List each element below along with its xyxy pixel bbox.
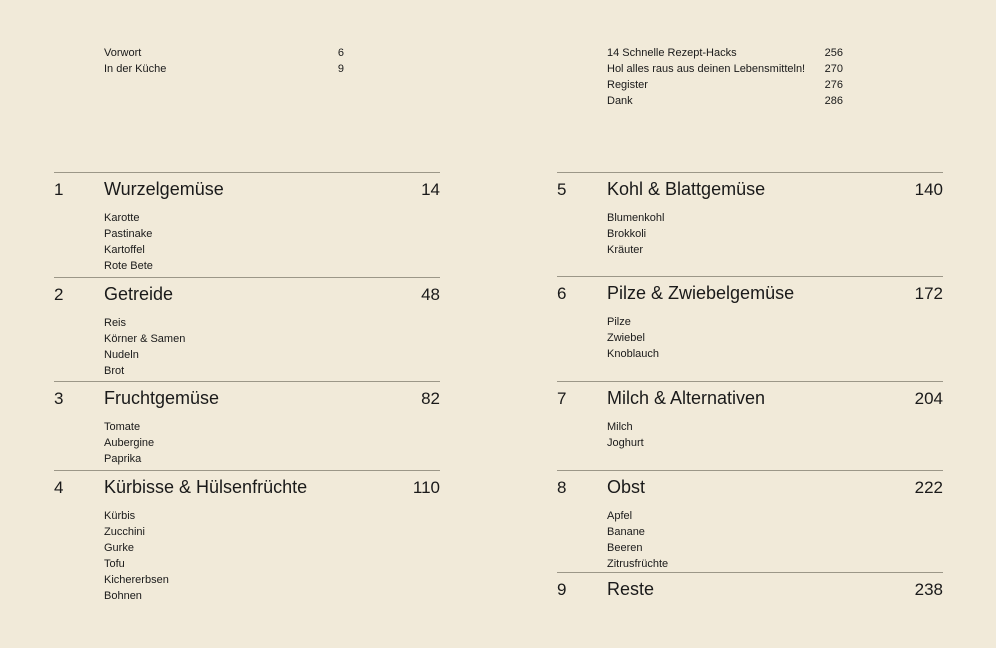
chapter-items: [104, 315, 440, 379]
chapter-item: Tomate: [104, 421, 141, 433]
chapter-item: Kräuter: [607, 244, 644, 256]
front-matter-entry: [104, 61, 344, 77]
chapter-number: 3: [54, 389, 64, 408]
chapter-item: Blumenkohl: [607, 212, 665, 224]
chapter-item: Milch: [607, 421, 633, 433]
chapter-page: 14: [421, 180, 440, 199]
back-matter-entry: [607, 61, 843, 77]
chapter-items: [607, 210, 943, 258]
back-matter-title: Hol alles raus aus deinen Lebensmitteln!: [607, 63, 806, 75]
chapter-page: 172: [914, 284, 943, 303]
chapter-item: Kürbis: [104, 510, 136, 522]
chapter-6: [557, 276, 943, 362]
chapter-3: [54, 381, 440, 467]
chapter-title: Fruchtgemüse: [104, 388, 220, 408]
front-matter-entry: [104, 45, 344, 61]
chapter-5: [557, 172, 943, 258]
chapter-number: 2: [54, 285, 64, 304]
chapter-item: Zucchini: [104, 526, 145, 538]
chapter-item: Knoblauch: [607, 348, 659, 360]
back-matter-page: 276: [824, 79, 843, 91]
front-matter-page: 6: [337, 47, 344, 59]
chapter-items: [104, 210, 440, 274]
back-matter-entry: [607, 93, 843, 109]
chapter-item: Rote Bete: [104, 260, 153, 272]
back-matter-page: 286: [824, 95, 843, 107]
chapter-items: [607, 508, 943, 572]
chapter-number: 8: [557, 478, 567, 497]
back-matter-entry: [607, 45, 843, 61]
chapter-title: Getreide: [104, 284, 174, 304]
chapter-item: Kichererbsen: [104, 574, 169, 586]
front-matter-title: Vorwort: [104, 47, 142, 59]
chapter-item: Beeren: [607, 542, 643, 554]
front-matter-page: 9: [337, 63, 344, 75]
chapter-number: 4: [54, 478, 64, 497]
back-matter-list: [607, 45, 843, 109]
chapter-item: Tofu: [104, 558, 125, 570]
front-matter-title: In der Küche: [104, 63, 167, 75]
chapter-page: 140: [914, 180, 943, 199]
chapter-item: Aubergine: [104, 437, 155, 449]
chapter-item: Karotte: [104, 212, 140, 224]
chapter-page: 204: [914, 389, 943, 408]
chapter-item: Paprika: [104, 453, 142, 465]
chapter-number: 1: [54, 180, 64, 199]
back-matter-title: Register: [607, 79, 648, 91]
chapter-1: [54, 172, 440, 274]
chapter-page: 238: [914, 580, 943, 599]
chapter-title: Kohl & Blattgemüse: [607, 179, 766, 199]
chapter-item: Brot: [104, 365, 125, 377]
chapter-number: 6: [557, 284, 567, 303]
chapter-item: Brokkoli: [607, 228, 647, 240]
chapter-8: [557, 470, 943, 572]
chapter-item: Zwiebel: [607, 332, 645, 344]
chapter-page: 48: [421, 285, 440, 304]
chapter-title: Reste: [607, 579, 655, 599]
chapter-item: Reis: [104, 317, 127, 329]
chapter-item: Banane: [607, 526, 645, 538]
chapter-item: Zitrusfrüchte: [607, 558, 669, 570]
chapter-item: Pastinake: [104, 228, 153, 240]
chapter-item: Nudeln: [104, 349, 139, 361]
chapter-item: Gurke: [104, 542, 134, 554]
chapter-title: Wurzelgemüse: [104, 179, 224, 199]
chapter-items: [104, 508, 440, 604]
chapter-item: Körner & Samen: [104, 333, 186, 345]
chapter-page: 222: [914, 478, 943, 497]
chapter-item: Kartoffel: [104, 244, 145, 256]
chapter-page: 110: [412, 478, 440, 497]
chapter-page: 82: [421, 389, 440, 408]
chapter-number: 9: [557, 580, 567, 599]
chapter-items: [607, 314, 943, 362]
back-matter-page: 256: [824, 47, 843, 59]
chapter-item: Joghurt: [607, 437, 644, 449]
chapter-9: [557, 572, 943, 611]
chapter-title: Obst: [607, 477, 646, 497]
chapter-item: Bohnen: [104, 590, 142, 602]
chapter-item: Pilze: [607, 316, 631, 328]
chapter-title: Kürbisse & Hülsenfrüchte: [104, 477, 308, 497]
front-matter-list: [104, 45, 344, 77]
chapter-item: Apfel: [607, 510, 633, 522]
back-matter-page: 270: [824, 63, 843, 75]
back-matter-title: Dank: [607, 95, 633, 107]
chapter-items: [104, 419, 440, 467]
back-matter-title: 14 Schnelle Rezept-Hacks: [607, 47, 737, 59]
chapter-number: 7: [557, 389, 567, 408]
chapter-number: 5: [557, 180, 567, 199]
chapter-items: [607, 419, 943, 451]
chapter-4: [54, 470, 440, 604]
chapter-title: Milch & Alternativen: [607, 388, 766, 408]
chapter-2: [54, 277, 440, 379]
chapter-title: Pilze & Zwiebelgemüse: [607, 283, 795, 303]
chapter-7: [557, 381, 943, 451]
back-matter-entry: [607, 77, 843, 93]
